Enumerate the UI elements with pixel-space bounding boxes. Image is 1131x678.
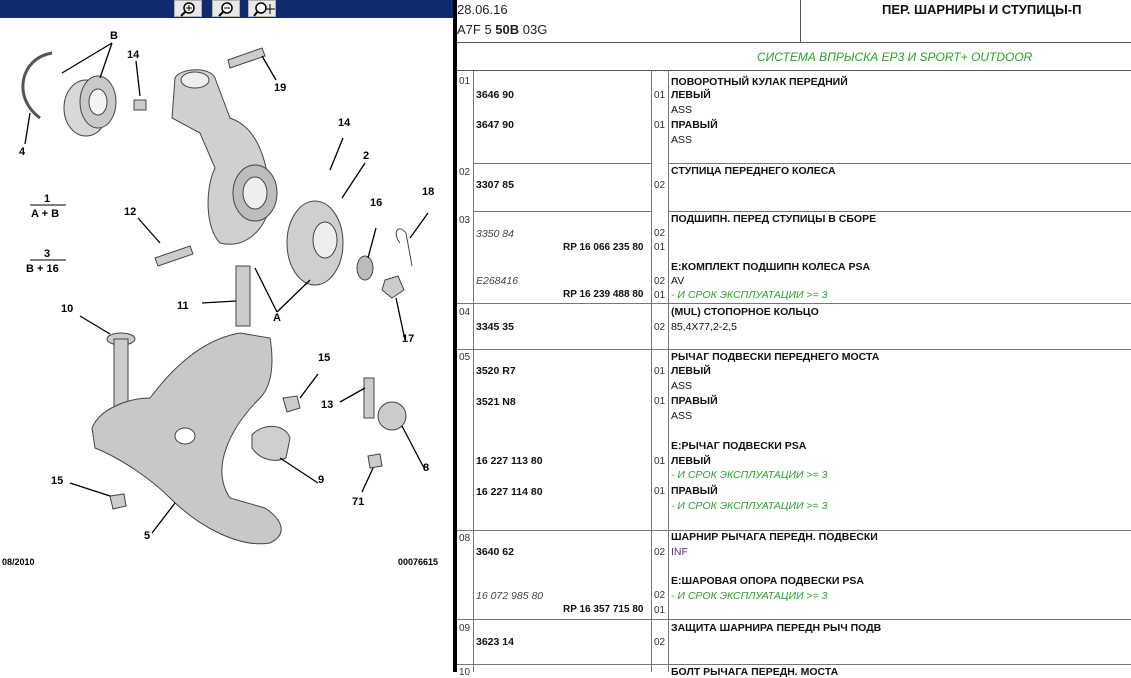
part-variant: ЛЕВЫЙ bbox=[671, 455, 711, 467]
quantity: 02 bbox=[654, 637, 666, 648]
quantity: 01 bbox=[654, 366, 666, 377]
part-variant: ЛЕВЫЙ bbox=[671, 89, 711, 101]
legend-b-top: 3 bbox=[44, 248, 51, 260]
callout-14a: 14 bbox=[127, 49, 140, 61]
quantity: 02 bbox=[654, 276, 666, 287]
part-description: БОЛТ РЫЧАГА ПЕРЕДН. МОСТА bbox=[671, 666, 839, 678]
part-description: Е:РЫЧАГ ПОДВЕСКИ PSA bbox=[671, 440, 807, 452]
ball-joint-part[interactable] bbox=[364, 378, 406, 430]
part-number[interactable]: 3345 35 bbox=[476, 321, 514, 333]
validity-note: - И СРОК ЭКСПЛУАТАЦИИ >= 3 bbox=[671, 590, 828, 602]
part-note: 85,4X77,2-2,5 bbox=[671, 321, 737, 333]
part-note: ASS bbox=[671, 380, 693, 392]
ref-number: 01 bbox=[459, 76, 471, 87]
part-number[interactable]: E268416 bbox=[476, 275, 519, 287]
quantity: 02 bbox=[654, 322, 666, 333]
part-note: ASS bbox=[671, 104, 693, 116]
pan-icon bbox=[252, 1, 276, 17]
quantity: 01 bbox=[654, 242, 666, 253]
bolt-12-part[interactable] bbox=[155, 246, 193, 266]
part-variant: ПРАВЫЙ bbox=[671, 395, 718, 407]
part-number[interactable]: 3646 90 bbox=[476, 89, 514, 101]
diagram-date-code: 08/2010 bbox=[2, 557, 35, 567]
nut-71-part[interactable] bbox=[368, 454, 382, 468]
diagram-image-code: 00076615 bbox=[398, 557, 439, 567]
callout-18: 18 bbox=[422, 186, 435, 198]
part-note: INF bbox=[671, 546, 688, 558]
catalog-date: 28.06.16 bbox=[457, 2, 508, 17]
part-number[interactable]: 16 227 113 80 bbox=[476, 455, 543, 467]
part-number[interactable]: 3647 90 bbox=[476, 119, 514, 131]
quantity: 01 bbox=[654, 290, 666, 301]
replacement-part[interactable]: RP 16 357 715 80 bbox=[563, 604, 644, 615]
callout-4: 4 bbox=[19, 146, 26, 158]
replacement-part[interactable]: RP 16 066 235 80 bbox=[563, 242, 644, 253]
legend-b-bottom: B + 16 bbox=[26, 263, 59, 275]
quantity: 01 bbox=[654, 486, 666, 497]
bushing-part[interactable] bbox=[107, 333, 135, 409]
part-note: AV bbox=[671, 275, 685, 287]
replacement-part[interactable]: RP 16 239 488 80 bbox=[563, 289, 644, 300]
quantity: 02 bbox=[654, 228, 666, 239]
callout-16: 16 bbox=[370, 197, 383, 209]
diagram-toolbar bbox=[0, 0, 453, 18]
nut-15-part[interactable] bbox=[283, 396, 300, 412]
bolt-11-part[interactable] bbox=[236, 266, 250, 326]
part-description: ПОВОРОТНЫЙ КУЛАК ПЕРЕДНИЙ bbox=[671, 76, 848, 88]
wheel-hub-part[interactable] bbox=[287, 201, 343, 285]
nut-part[interactable] bbox=[134, 100, 146, 110]
vehicle-model: A7F 5 50B 03G bbox=[457, 22, 548, 37]
ref-number: 08 bbox=[459, 533, 471, 544]
part-number[interactable]: 3623 14 bbox=[476, 636, 514, 648]
parts-list-pane bbox=[457, 0, 1131, 678]
legend-a-top: 1 bbox=[44, 193, 51, 205]
callout-19: 19 bbox=[274, 82, 287, 94]
callout-15a: 15 bbox=[318, 352, 331, 364]
zoom-in-button[interactable] bbox=[174, 0, 202, 17]
legend-a-bottom: A + B bbox=[31, 208, 60, 220]
part-description: ЗАЩИТА ШАРНИРА ПЕРЕДН РЫЧ ПОДВ bbox=[671, 622, 882, 634]
part-number[interactable]: 3521 N8 bbox=[476, 396, 516, 408]
part-description: Е:КОМПЛЕКТ ПОДШИПН КОЛЕСА PSA bbox=[671, 261, 871, 273]
nut-15b-part[interactable] bbox=[110, 494, 126, 509]
callout-5: 5 bbox=[144, 530, 151, 542]
part-number[interactable]: 16 227 114 80 bbox=[476, 486, 543, 498]
callout-a: A bbox=[273, 312, 281, 324]
quantity: 02 bbox=[654, 590, 666, 601]
part-description: ШАРНИР РЫЧАГА ПЕРЕДН. ПОДВЕСКИ bbox=[671, 531, 878, 543]
part-variant: ПРАВЫЙ bbox=[671, 119, 718, 131]
validity-note: - И СРОК ЭКСПЛУАТАЦИИ >= 3 bbox=[671, 469, 828, 481]
callout-17: 17 bbox=[402, 333, 415, 345]
page-subtitle: СИСТЕМА ВПРЫСКА EP3 И SPORT+ OUTDOOR bbox=[757, 50, 1033, 64]
part-description: (MUL) СТОПОРНОЕ КОЛЬЦО bbox=[671, 306, 819, 318]
zoom-out-button[interactable] bbox=[212, 0, 240, 17]
ref-number: 04 bbox=[459, 307, 471, 318]
part-description: СТУПИЦА ПЕРЕДНЕГО КОЛЕСА bbox=[671, 165, 836, 177]
ref-number: 10 bbox=[459, 667, 471, 678]
part-description: Е:ШАРОВАЯ ОПОРА ПОДВЕСКИ PSA bbox=[671, 575, 864, 587]
validity-note: - И СРОК ЭКСПЛУАТАЦИИ >= 3 bbox=[671, 289, 828, 301]
quantity: 01 bbox=[654, 120, 666, 131]
quantity: 01 bbox=[654, 396, 666, 407]
callout-14b: 14 bbox=[338, 117, 351, 129]
callout-13: 13 bbox=[321, 399, 334, 411]
callout-9: 9 bbox=[318, 474, 325, 486]
callout-10: 10 bbox=[61, 303, 74, 315]
part-number[interactable]: 3350 84 bbox=[476, 228, 514, 240]
part-number[interactable]: 3307 85 bbox=[476, 179, 514, 191]
ref-number: 05 bbox=[459, 352, 471, 363]
callout-71: 71 bbox=[352, 496, 365, 508]
callout-11: 11 bbox=[177, 300, 189, 312]
callout-15b: 15 bbox=[51, 475, 64, 487]
page-title: ПЕР. ШАРНИРЫ И СТУПИЦЫ-П bbox=[882, 2, 1082, 17]
part-note: ASS bbox=[671, 410, 693, 422]
callout-12: 12 bbox=[124, 206, 137, 218]
callout-2: 2 bbox=[363, 150, 370, 162]
ref-number: 09 bbox=[459, 623, 471, 634]
part-variant: ЛЕВЫЙ bbox=[671, 365, 711, 377]
part-variant: ПРАВЫЙ bbox=[671, 485, 718, 497]
bearing-part[interactable] bbox=[64, 76, 116, 136]
part-number[interactable]: 3640 62 bbox=[476, 546, 514, 558]
boot-part[interactable] bbox=[252, 426, 290, 460]
zoom-in-icon bbox=[178, 1, 200, 17]
hub-nut-part[interactable] bbox=[382, 276, 404, 298]
circlip-part[interactable] bbox=[23, 53, 52, 118]
validity-note: - И СРОК ЭКСПЛУАТАЦИИ >= 3 bbox=[671, 500, 828, 512]
pan-zoom-button[interactable] bbox=[248, 0, 276, 17]
seal-part[interactable] bbox=[357, 256, 373, 280]
part-number[interactable]: 16 072 985 80 bbox=[476, 590, 544, 602]
part-description: РЫЧАГ ПОДВЕСКИ ПЕРЕДНЕГО МОСТА bbox=[671, 351, 880, 363]
diagram-pane bbox=[0, 0, 453, 672]
part-number[interactable]: 3520 R7 bbox=[476, 365, 516, 377]
quantity: 02 bbox=[654, 180, 666, 191]
quantity: 01 bbox=[654, 456, 666, 467]
split-pin-part[interactable] bbox=[396, 229, 412, 266]
quantity: 02 bbox=[654, 547, 666, 558]
part-description: ПОДШИПН. ПЕРЕД СТУПИЦЫ В СБОРЕ bbox=[671, 213, 877, 225]
bolt-part[interactable] bbox=[228, 48, 265, 68]
callout-b: B bbox=[110, 30, 118, 42]
zoom-out-icon bbox=[216, 1, 238, 17]
exploded-diagram bbox=[0, 18, 453, 672]
quantity: 01 bbox=[654, 605, 666, 616]
ref-number: 03 bbox=[459, 215, 471, 226]
ref-number: 02 bbox=[459, 167, 471, 178]
callout-8: 8 bbox=[423, 462, 430, 474]
part-note: ASS bbox=[671, 134, 693, 146]
quantity: 01 bbox=[654, 90, 666, 101]
